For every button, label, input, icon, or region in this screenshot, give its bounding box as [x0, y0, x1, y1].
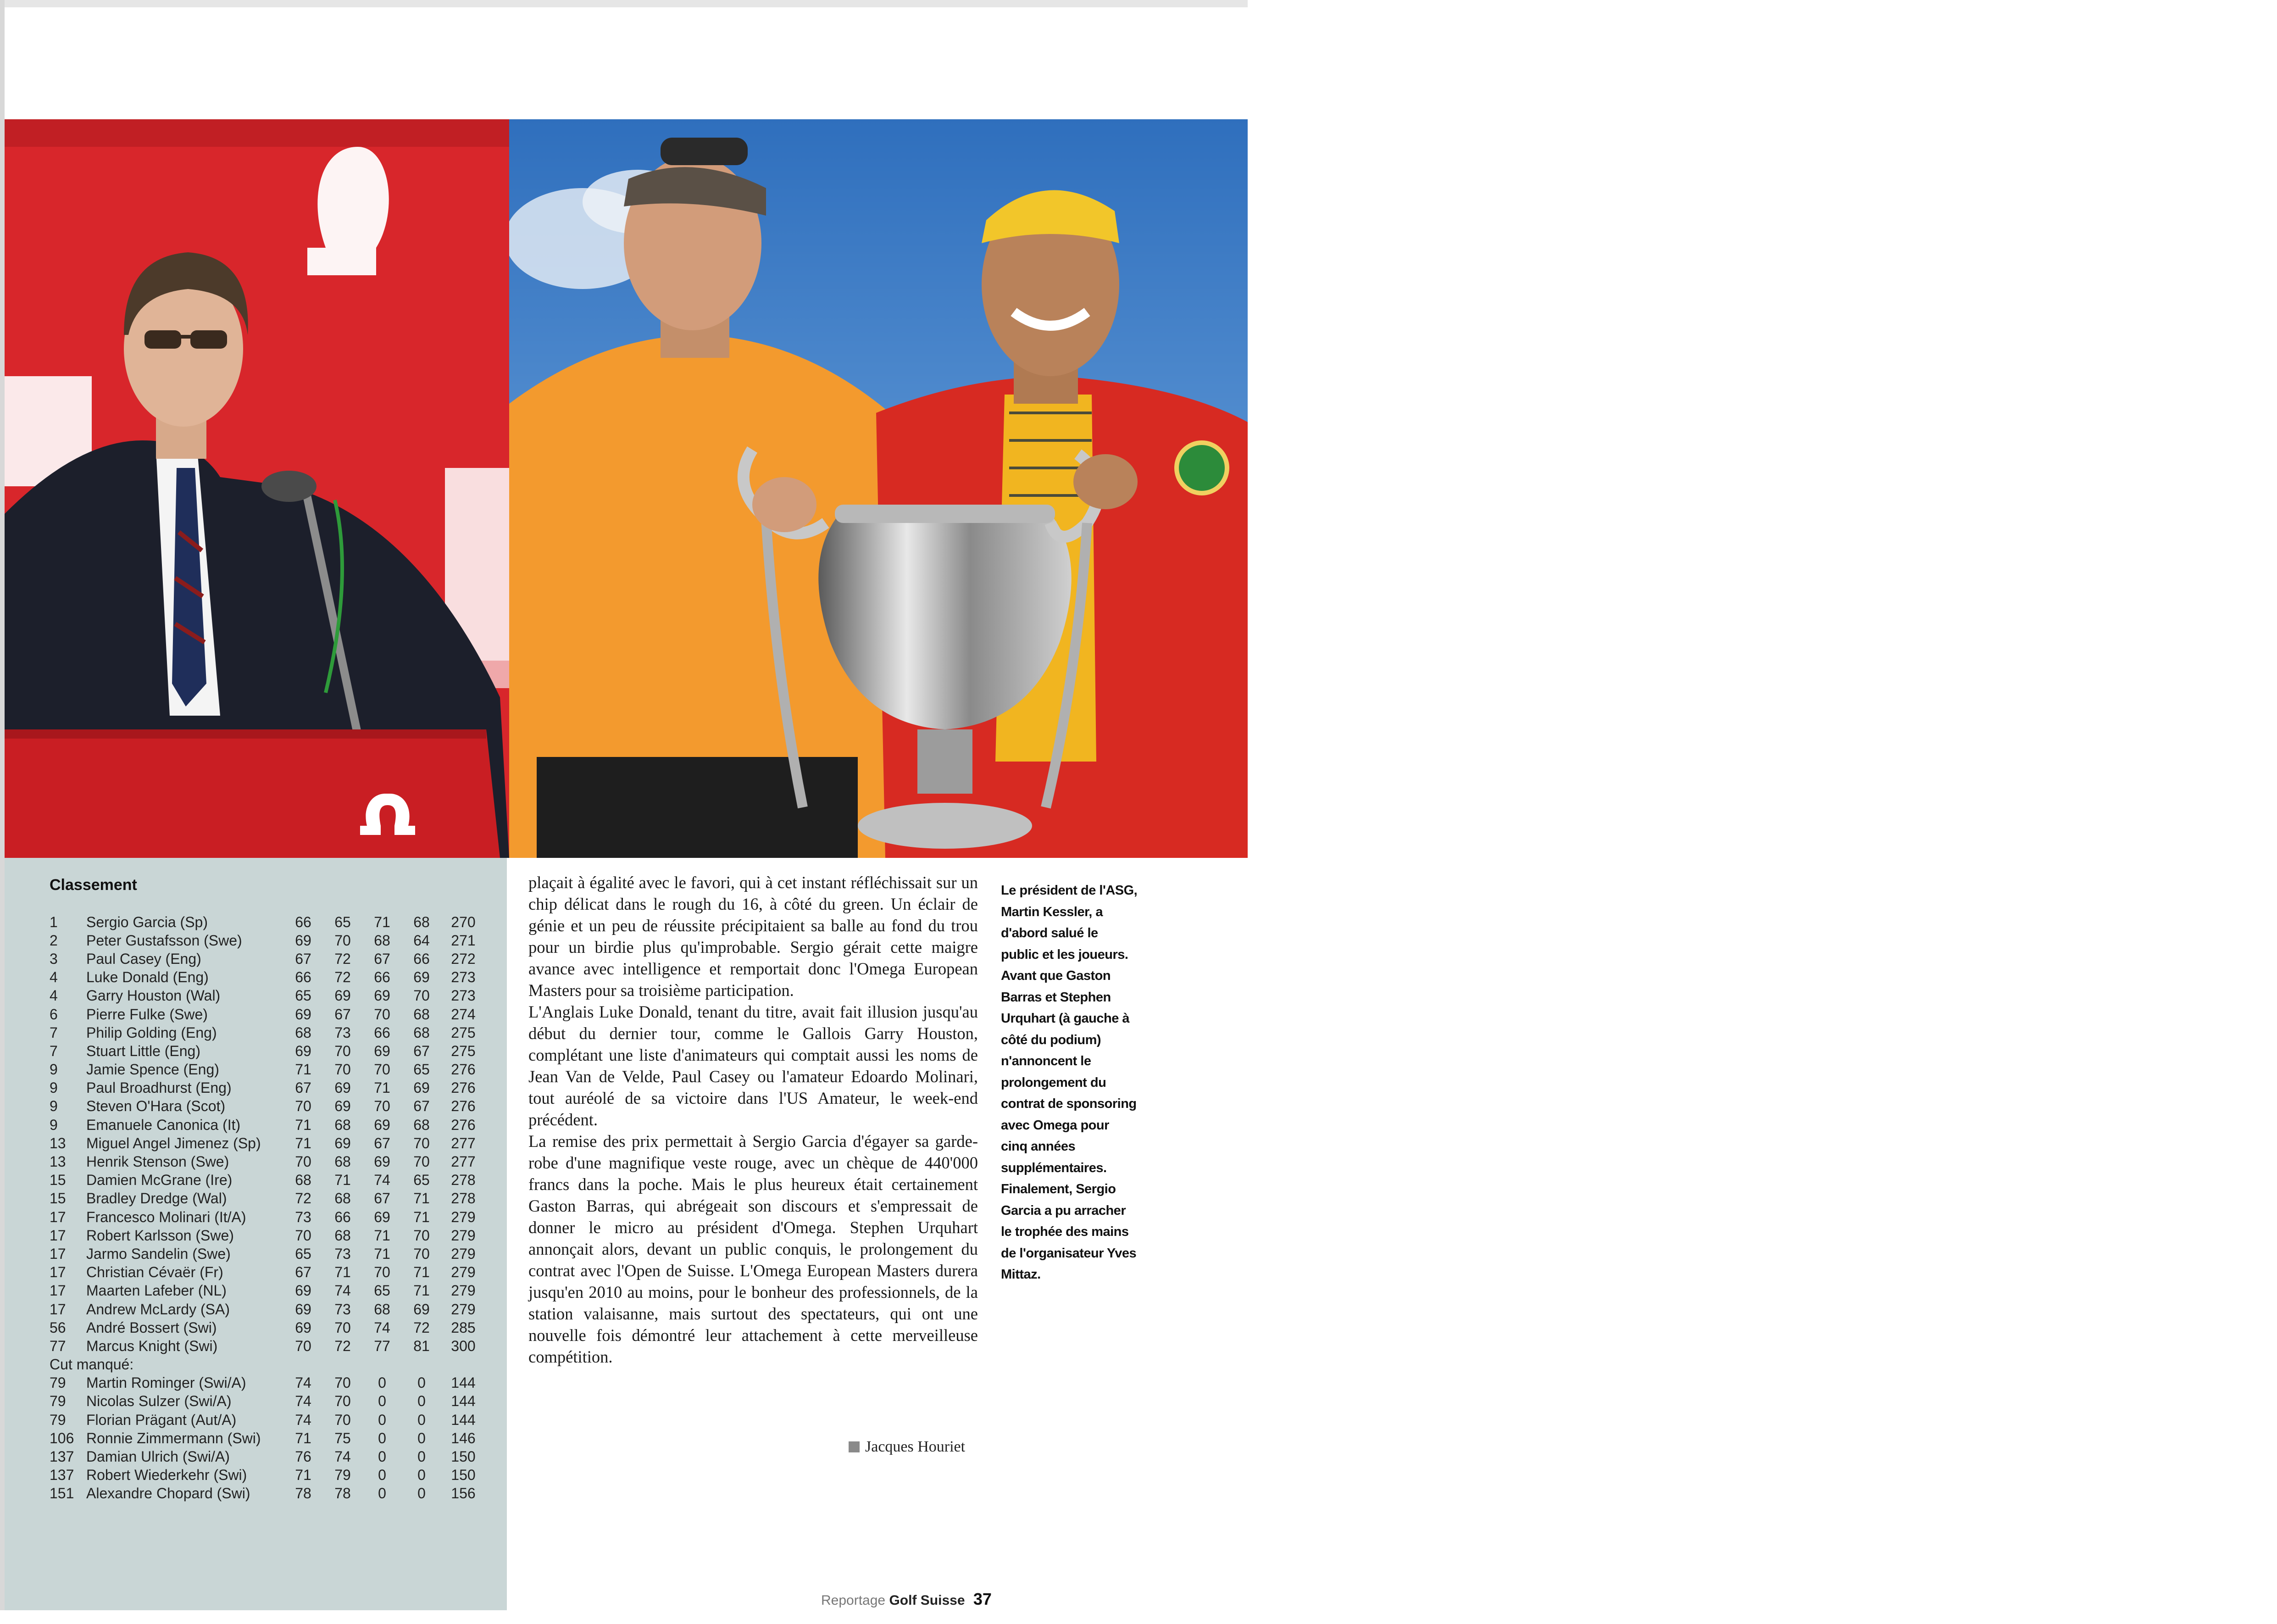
result-round-score: 0: [417, 1429, 426, 1446]
result-total: 273: [451, 969, 476, 986]
author-name: Jacques Houriet: [865, 1438, 966, 1455]
result-round-score: 66: [374, 1024, 390, 1041]
result-round-score: 68: [334, 1116, 351, 1133]
result-round-score: 74: [295, 1411, 311, 1428]
result-round-score: 76: [295, 1448, 311, 1465]
result-round-score: 65: [334, 913, 351, 930]
result-round-score: 73: [334, 1301, 351, 1318]
result-round-score: 0: [378, 1411, 386, 1428]
result-round-score: 68: [413, 1116, 430, 1133]
article-author: [849, 1438, 965, 1456]
result-position: 79: [50, 1411, 66, 1428]
footer-magazine: Golf Suisse: [889, 1593, 965, 1608]
result-round-score: 0: [417, 1467, 426, 1484]
results-row: [50, 1208, 490, 1226]
result-position: 137: [50, 1448, 74, 1465]
result-round-score: 69: [295, 932, 311, 949]
results-row: [50, 1318, 490, 1337]
results-row: [50, 1466, 490, 1485]
results-row: [50, 1190, 490, 1208]
results-row: [50, 1300, 490, 1318]
result-round-score: 70: [413, 1135, 430, 1151]
result-round-score: 74: [334, 1448, 351, 1465]
result-total: 276: [451, 1061, 476, 1078]
result-position: 17: [50, 1208, 66, 1225]
result-total: 279: [451, 1245, 476, 1262]
result-position: 106: [50, 1429, 74, 1446]
result-round-score: 71: [413, 1190, 430, 1207]
result-total: 275: [451, 1042, 476, 1059]
article-paragraph: L'Anglais Luke Donald, tenant du titre, avait fait illusion jusqu'au début du dernier tour, comme le Gallois Garry Houston, complétant une liste d'animateurs qui comptait aussi les noms de Jean Van de Velde, Paul Casey ou l'amateur Edoardo Molinari, tout auréolé de sa victoire dans l'US Amateur, le week-end précédent.: [528, 1002, 978, 1129]
result-round-score: 74: [374, 1319, 390, 1336]
results-row: [50, 913, 490, 931]
cut-label: Cut manqué:: [50, 1356, 134, 1373]
results-row: [50, 950, 490, 968]
result-player-name: Philip Golding (Eng): [86, 1024, 217, 1041]
results-row: [50, 1061, 490, 1079]
footer-section: Reportage: [821, 1593, 886, 1608]
result-round-score: 68: [334, 1190, 351, 1207]
result-total: 144: [451, 1393, 476, 1410]
result-total: 271: [451, 932, 476, 949]
result-round-score: 0: [417, 1411, 426, 1428]
result-total: 272: [451, 950, 476, 967]
results-row: [50, 1171, 490, 1190]
result-position: 17: [50, 1245, 66, 1262]
result-round-score: 69: [374, 987, 390, 1004]
result-round-score: 71: [334, 1172, 351, 1189]
result-total: 278: [451, 1190, 476, 1207]
result-round-score: 66: [413, 950, 430, 967]
result-total: 144: [451, 1411, 476, 1428]
result-round-score: 0: [378, 1393, 386, 1410]
result-round-score: 68: [374, 1301, 390, 1318]
top-border: [0, 0, 1248, 7]
result-position: 7: [50, 1024, 58, 1041]
result-player-name: Bradley Dredge (Wal): [86, 1190, 227, 1207]
result-position: 6: [50, 1006, 58, 1023]
result-position: 15: [50, 1172, 66, 1189]
results-row: [50, 1429, 490, 1447]
result-round-score: 71: [374, 1227, 390, 1244]
result-player-name: Maarten Lafeber (NL): [86, 1282, 227, 1299]
result-round-score: 68: [295, 1172, 311, 1189]
result-total: 279: [451, 1264, 476, 1281]
result-round-score: 69: [295, 1006, 311, 1023]
results-row: [50, 1005, 490, 1023]
result-round-score: 79: [334, 1467, 351, 1484]
result-position: 7: [50, 1042, 58, 1059]
result-player-name: Damien McGrane (Ire): [86, 1172, 233, 1189]
result-round-score: 69: [334, 1098, 351, 1115]
result-position: 9: [50, 1116, 58, 1133]
result-round-score: 68: [295, 1024, 311, 1041]
results-row: [50, 1134, 490, 1152]
result-player-name: Martin Rominger (Swi/A): [86, 1374, 246, 1391]
result-round-score: 70: [334, 1374, 351, 1391]
result-player-name: Peter Gustafsson (Swe): [86, 932, 242, 949]
result-round-score: 71: [374, 913, 390, 930]
results-row: [50, 1282, 490, 1300]
result-round-score: 67: [374, 1190, 390, 1207]
result-position: 137: [50, 1467, 74, 1484]
result-round-score: 70: [334, 1319, 351, 1336]
results-table: [50, 913, 490, 1503]
photo-caption: Le président de l'ASG, Martin Kessler, a d'abord salué le public et les joueurs. Avant que Gaston Barras et Stephen Urquhart (à gauche à côté du podium) n'annoncent le prolongement du contrat de sponsoring avec Omega pour cinq années supplémentaires. Finalement, Sergio Garcia a pu arracher le trophée des mains de l'organisateur Yves Mittaz.: [1001, 883, 1138, 1282]
result-total: 273: [451, 987, 476, 1004]
result-total: 279: [451, 1282, 476, 1299]
result-position: 3: [50, 950, 58, 967]
result-round-score: 71: [334, 1264, 351, 1281]
result-round-score: 65: [413, 1061, 430, 1078]
result-round-score: 70: [374, 1098, 390, 1115]
result-round-score: 71: [295, 1429, 311, 1446]
results-row: [50, 931, 490, 950]
result-player-name: Luke Donald (Eng): [86, 969, 209, 986]
result-round-score: 70: [295, 1227, 311, 1244]
result-position: 151: [50, 1485, 74, 1502]
result-round-score: 71: [374, 1245, 390, 1262]
article-paragraph: La remise des prix permettait à Sergio Garcia d'égayer sa garde-robe d'une magnifique veste rouge, avec un chèque de 440'000 francs dans la poche. Mais le plus heureux était certainement Gaston Barras, qui abrégeait son discours et s'empressait de donner le micro au président d'Omega. Stephen Urquhart annonçait alors, devant un public conquis, le prolongement du contrat avec l'Open de Suisse. L'Omega European Masters durera jusqu'en 2010 au moins, pour le bonheur des professionnels, de la station valaisanne, mais surtout des spectateurs, qui ont une nouvelle fois démontré leur attachement à cette merveilleuse compétition.: [528, 1132, 978, 1366]
result-position: 17: [50, 1264, 66, 1281]
results-panel: [5, 858, 507, 1610]
result-round-score: 68: [334, 1153, 351, 1170]
result-round-score: 69: [334, 987, 351, 1004]
result-round-score: 74: [334, 1282, 351, 1299]
result-player-name: Emanuele Canonica (It): [86, 1116, 241, 1133]
result-round-score: 0: [378, 1374, 386, 1391]
result-player-name: Jarmo Sandelin (Swe): [86, 1245, 231, 1262]
result-round-score: 72: [413, 1319, 430, 1336]
result-round-score: 0: [417, 1485, 426, 1502]
result-position: 17: [50, 1282, 66, 1299]
result-player-name: André Bossert (Swi): [86, 1319, 217, 1336]
result-player-name: Nicolas Sulzer (Swi/A): [86, 1393, 232, 1410]
result-round-score: 66: [295, 913, 311, 930]
result-round-score: 70: [295, 1337, 311, 1354]
result-round-score: 64: [413, 932, 430, 949]
result-round-score: 70: [413, 1153, 430, 1170]
result-round-score: 74: [295, 1393, 311, 1410]
result-total: 150: [451, 1448, 476, 1465]
result-total: 279: [451, 1208, 476, 1225]
result-round-score: 73: [334, 1245, 351, 1262]
article-paragraph: plaçait à égalité avec le favori, qui à cet instant réfléchissait sur un chip délicat dans le rough du 16, à côté du green. Un éclair de génie et un peu de réussite précipitaient sa balle au fond du trou pour un birdie plus qu'improbable. Sergio gérait cette maigre avance avec intelligence et remportait donc l'Omega European Masters pour sa troisième participation.: [528, 873, 978, 1000]
result-player-name: Christian Cévaër (Fr): [86, 1264, 223, 1281]
result-round-score: 74: [374, 1172, 390, 1189]
result-total: 276: [451, 1098, 476, 1115]
result-round-score: 72: [334, 969, 351, 986]
results-row: [50, 1152, 490, 1171]
result-player-name: Robert Karlsson (Swe): [86, 1227, 234, 1244]
result-round-score: 71: [295, 1467, 311, 1484]
results-row: [50, 1485, 490, 1503]
result-player-name: Miguel Angel Jimenez (Sp): [86, 1135, 261, 1151]
result-total: 279: [451, 1301, 476, 1318]
result-player-name: Stuart Little (Eng): [86, 1042, 200, 1059]
result-position: 56: [50, 1319, 66, 1336]
result-round-score: 70: [334, 1042, 351, 1059]
result-round-score: 69: [295, 1319, 311, 1336]
result-position: 13: [50, 1135, 66, 1151]
result-position: 79: [50, 1393, 66, 1410]
result-round-score: 67: [295, 1079, 311, 1096]
result-position: 1: [50, 913, 58, 930]
result-round-score: 66: [374, 969, 390, 986]
results-row: [50, 1245, 490, 1263]
result-round-score: 70: [413, 987, 430, 1004]
result-round-score: 69: [295, 1301, 311, 1318]
result-player-name: Paul Broadhurst (Eng): [86, 1079, 232, 1096]
result-round-score: 71: [413, 1264, 430, 1281]
result-round-score: 70: [374, 1061, 390, 1078]
result-round-score: 0: [378, 1429, 386, 1446]
result-position: 4: [50, 987, 58, 1004]
result-round-score: 69: [374, 1153, 390, 1170]
result-position: 9: [50, 1098, 58, 1115]
result-round-score: 70: [334, 1393, 351, 1410]
result-round-score: 70: [374, 1006, 390, 1023]
result-player-name: Henrik Stenson (Swe): [86, 1153, 229, 1170]
result-position: 13: [50, 1153, 66, 1170]
result-round-score: 70: [413, 1245, 430, 1262]
result-player-name: Sergio Garcia (Sp): [86, 913, 208, 930]
result-round-score: 68: [334, 1227, 351, 1244]
result-round-score: 73: [334, 1024, 351, 1041]
result-total: 277: [451, 1135, 476, 1151]
results-row: [50, 1023, 490, 1042]
result-round-score: 72: [295, 1190, 311, 1207]
result-round-score: 68: [413, 1024, 430, 1041]
result-round-score: 69: [295, 1042, 311, 1059]
result-player-name: Andrew McLardy (SA): [86, 1301, 230, 1318]
result-player-name: Francesco Molinari (It/A): [86, 1208, 246, 1225]
page-number: 37: [973, 1590, 992, 1608]
result-total: 274: [451, 1006, 476, 1023]
article-body: [528, 872, 978, 1368]
result-round-score: 67: [374, 950, 390, 967]
result-position: 15: [50, 1190, 66, 1207]
results-row: [50, 1079, 490, 1097]
result-player-name: Paul Casey (Eng): [86, 950, 201, 967]
result-total: 275: [451, 1024, 476, 1041]
result-round-score: 66: [334, 1208, 351, 1225]
results-row: [50, 1263, 490, 1282]
result-round-score: 70: [334, 932, 351, 949]
result-round-score: 65: [374, 1282, 390, 1299]
photo-trophy-presentation: [509, 119, 1248, 858]
result-position: 9: [50, 1079, 58, 1096]
result-round-score: 0: [378, 1485, 386, 1502]
result-player-name: Marcus Knight (Swi): [86, 1337, 218, 1354]
result-round-score: 69: [334, 1079, 351, 1096]
result-round-score: 70: [374, 1264, 390, 1281]
result-player-name: Florian Prägant (Aut/A): [86, 1411, 237, 1428]
result-total: 300: [451, 1337, 476, 1354]
result-round-score: 70: [295, 1098, 311, 1115]
result-total: 285: [451, 1319, 476, 1336]
result-position: 77: [50, 1337, 66, 1354]
result-total: 150: [451, 1467, 476, 1484]
result-round-score: 71: [295, 1061, 311, 1078]
result-round-score: 72: [334, 950, 351, 967]
result-round-score: 66: [295, 969, 311, 986]
left-page-edge: [0, 0, 5, 1610]
result-player-name: Damian Ulrich (Swi/A): [86, 1448, 230, 1465]
result-round-score: 68: [413, 913, 430, 930]
result-round-score: 0: [378, 1448, 386, 1465]
results-row: [50, 1374, 490, 1392]
result-total: 276: [451, 1079, 476, 1096]
result-round-score: 68: [374, 932, 390, 949]
results-row: [50, 1337, 490, 1355]
result-position: 79: [50, 1374, 66, 1391]
result-total: 279: [451, 1227, 476, 1244]
results-row: [50, 1447, 490, 1466]
result-round-score: 69: [295, 1282, 311, 1299]
result-round-score: 70: [413, 1227, 430, 1244]
result-round-score: 69: [374, 1042, 390, 1059]
result-position: 9: [50, 1061, 58, 1078]
results-row: [50, 1042, 490, 1060]
result-round-score: 69: [413, 969, 430, 986]
result-player-name: Steven O'Hara (Scot): [86, 1098, 226, 1115]
result-total: 146: [451, 1429, 476, 1446]
result-total: 270: [451, 913, 476, 930]
result-player-name: Robert Wiederkehr (Swi): [86, 1467, 247, 1484]
page-footer: [821, 1590, 992, 1609]
result-round-score: 69: [413, 1079, 430, 1096]
results-row: [50, 1411, 490, 1429]
result-player-name: Alexandre Chopard (Swi): [86, 1485, 250, 1502]
result-round-score: 65: [413, 1172, 430, 1189]
results-row: [50, 968, 490, 987]
result-player-name: Jamie Spence (Eng): [86, 1061, 219, 1078]
result-round-score: 67: [334, 1006, 351, 1023]
result-round-score: 0: [417, 1393, 426, 1410]
result-round-score: 65: [295, 987, 311, 1004]
result-total: 276: [451, 1116, 476, 1133]
result-round-score: 0: [417, 1374, 426, 1391]
result-round-score: 71: [413, 1282, 430, 1299]
result-round-score: 73: [295, 1208, 311, 1225]
result-round-score: 69: [413, 1301, 430, 1318]
result-position: 17: [50, 1227, 66, 1244]
result-round-score: 69: [374, 1208, 390, 1225]
result-round-score: 74: [295, 1374, 311, 1391]
result-round-score: 75: [334, 1429, 351, 1446]
result-position: 17: [50, 1301, 66, 1318]
result-round-score: 65: [295, 1245, 311, 1262]
result-player-name: Ronnie Zimmermann (Swi): [86, 1429, 261, 1446]
result-round-score: 0: [417, 1448, 426, 1465]
result-round-score: 67: [295, 950, 311, 967]
results-row: [50, 1116, 490, 1134]
result-round-score: 71: [413, 1208, 430, 1225]
result-round-score: 71: [295, 1135, 311, 1151]
result-round-score: 71: [295, 1116, 311, 1133]
result-total: 156: [451, 1485, 476, 1502]
result-position: 2: [50, 932, 58, 949]
result-round-score: 69: [374, 1116, 390, 1133]
result-round-score: 71: [374, 1079, 390, 1096]
results-row: [50, 987, 490, 1005]
results-row: [50, 1392, 490, 1411]
result-round-score: 72: [334, 1337, 351, 1354]
result-round-score: 67: [413, 1042, 430, 1059]
result-round-score: 70: [295, 1153, 311, 1170]
result-round-score: 69: [334, 1135, 351, 1151]
result-round-score: 77: [374, 1337, 390, 1354]
result-round-score: 78: [334, 1485, 351, 1502]
results-row: [50, 1097, 490, 1116]
result-round-score: 70: [334, 1411, 351, 1428]
photo-speaker-at-podium: [5, 119, 509, 858]
result-position: 4: [50, 969, 58, 986]
result-round-score: 81: [413, 1337, 430, 1354]
result-round-score: 67: [413, 1098, 430, 1115]
results-title: Classement: [50, 876, 137, 894]
results-row: [50, 1226, 490, 1245]
result-player-name: Pierre Fulke (Swe): [86, 1006, 208, 1023]
result-total: 277: [451, 1153, 476, 1170]
result-round-score: 70: [334, 1061, 351, 1078]
author-square-icon: [849, 1441, 860, 1452]
result-player-name: Garry Houston (Wal): [86, 987, 221, 1004]
result-round-score: 68: [413, 1006, 430, 1023]
result-round-score: 67: [374, 1135, 390, 1151]
result-total: 144: [451, 1374, 476, 1391]
result-round-score: 67: [295, 1264, 311, 1281]
result-round-score: 0: [378, 1467, 386, 1484]
result-total: 278: [451, 1172, 476, 1189]
result-round-score: 78: [295, 1485, 311, 1502]
